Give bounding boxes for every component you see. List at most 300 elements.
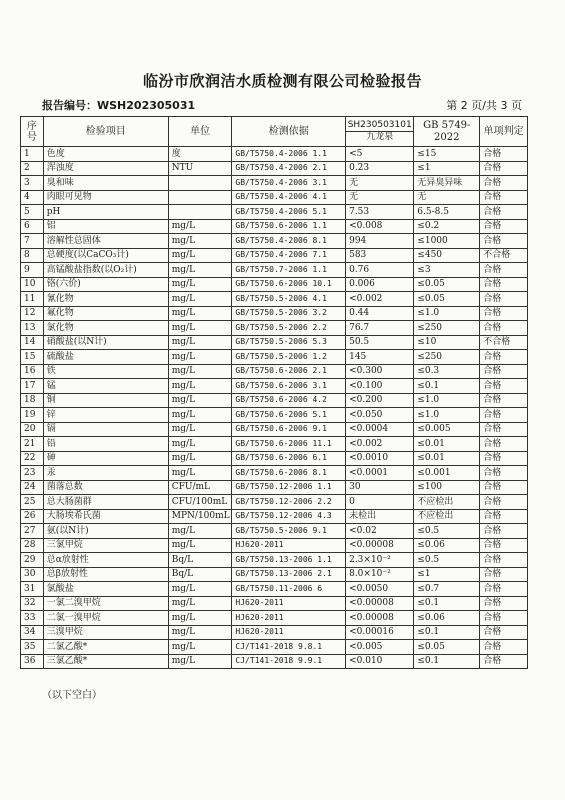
row-unit: mg/L: [168, 219, 232, 234]
row-basis: GB/T5750.4-2006 4.1: [232, 190, 346, 205]
row-no: 34: [21, 625, 44, 640]
row-judge: 合格: [480, 147, 528, 162]
row-result: 8.0×10⁻²: [346, 567, 414, 582]
row-limit: ≤0.1: [414, 654, 480, 669]
row-no: 7: [21, 234, 44, 249]
row-limit: ≤0.1: [414, 625, 480, 640]
row-limit: ≤0.3: [414, 364, 480, 379]
table-row: [21, 640, 528, 655]
row-judge: 合格: [480, 234, 528, 249]
row-limit: ≤100: [414, 480, 480, 495]
table-row: [21, 350, 528, 365]
row-item: 镉: [43, 422, 168, 437]
row-result: <0.0001: [346, 466, 414, 481]
row-limit: ≤450: [414, 248, 480, 263]
row-item: 铅: [43, 437, 168, 452]
row-judge: 合格: [480, 451, 528, 466]
row-limit: ≤10: [414, 335, 480, 350]
row-unit: mg/L: [168, 379, 232, 394]
row-result: <0.0004: [346, 422, 414, 437]
row-limit: ≤0.01: [414, 437, 480, 452]
row-limit: ≤1.0: [414, 393, 480, 408]
row-basis: GB/T5750.6-2006 10.1: [232, 277, 346, 292]
row-unit: mg/L: [168, 306, 232, 321]
row-limit: ≤0.06: [414, 538, 480, 553]
row-limit: ≤0.5: [414, 553, 480, 568]
row-basis: GB/T5750.4-2006 2.1: [232, 161, 346, 176]
row-item: 铜: [43, 393, 168, 408]
row-unit: mg/L: [168, 321, 232, 336]
row-judge: 合格: [480, 350, 528, 365]
row-item: 肉眼可见物: [43, 190, 168, 205]
table-row: [21, 306, 528, 321]
row-unit: mg/L: [168, 451, 232, 466]
row-limit: ≤0.05: [414, 292, 480, 307]
row-result: 未检出: [346, 509, 414, 524]
row-item: 臭和味: [43, 176, 168, 191]
row-unit: mg/L: [168, 524, 232, 539]
table-row: [21, 335, 528, 350]
row-unit: [168, 205, 232, 220]
row-no: 15: [21, 350, 44, 365]
row-no: 32: [21, 596, 44, 611]
row-limit: ≤0.1: [414, 596, 480, 611]
row-no: 31: [21, 582, 44, 597]
header-standard: GB 5749-2022: [414, 117, 480, 147]
row-basis: HJ620-2011: [232, 625, 346, 640]
row-item: 氟化物: [43, 306, 168, 321]
row-result: 30: [346, 480, 414, 495]
row-judge: 合格: [480, 625, 528, 640]
row-item: 氰化物: [43, 292, 168, 307]
row-judge: 合格: [480, 205, 528, 220]
row-result: 994: [346, 234, 414, 249]
row-limit: 不应检出: [414, 495, 480, 510]
row-no: 11: [21, 292, 44, 307]
table-row: [21, 234, 528, 249]
row-basis: GB/T5750.6-2006 9.1: [232, 422, 346, 437]
row-judge: 合格: [480, 176, 528, 191]
sample-code: SH230503101: [347, 120, 412, 130]
table-row: [21, 437, 528, 452]
table-row: [21, 654, 528, 669]
row-unit: mg/L: [168, 437, 232, 452]
sample-name: 九龙泉: [366, 132, 394, 142]
table-row: [21, 147, 528, 162]
row-basis: GB/T5750.4-2006 3.1: [232, 176, 346, 191]
row-no: 5: [21, 205, 44, 220]
row-basis: GB/T5750.5-2006 9.1: [232, 524, 346, 539]
results-table: [20, 116, 528, 669]
row-unit: mg/L: [168, 335, 232, 350]
table-row: [21, 582, 528, 597]
row-no: 28: [21, 538, 44, 553]
table-row: [21, 161, 528, 176]
row-no: 13: [21, 321, 44, 336]
row-item: 总β放射性: [43, 567, 168, 582]
row-limit: ≤1: [414, 161, 480, 176]
row-judge: 合格: [480, 538, 528, 553]
table-row: [21, 219, 528, 234]
row-judge: 合格: [480, 437, 528, 452]
row-unit: mg/L: [168, 422, 232, 437]
row-basis: GB/T5750.6-2006 3.1: [232, 379, 346, 394]
row-basis: GB/T5750.5-2006 3.2: [232, 306, 346, 321]
row-basis: GB/T5750.4-2006 8.1: [232, 234, 346, 249]
row-no: 36: [21, 654, 44, 669]
row-no: 8: [21, 248, 44, 263]
row-item: 总α放射性: [43, 553, 168, 568]
report-number: 报告编号：WSH202305031: [42, 99, 196, 112]
row-no: 16: [21, 364, 44, 379]
row-judge: 合格: [480, 654, 528, 669]
table-row: [21, 611, 528, 626]
row-no: 22: [21, 451, 44, 466]
row-basis: GB/T5750.6-2006 11.1: [232, 437, 346, 452]
row-result: 0.006: [346, 277, 414, 292]
row-item: 大肠埃希氏菌: [43, 509, 168, 524]
row-unit: Bq/L: [168, 553, 232, 568]
row-item: 氯化物: [43, 321, 168, 336]
row-judge: 合格: [480, 524, 528, 539]
row-judge: 合格: [480, 596, 528, 611]
row-judge: 合格: [480, 495, 528, 510]
row-basis: GB/T5750.6-2006 1.1: [232, 219, 346, 234]
row-result: 0.23: [346, 161, 414, 176]
row-item: 一氯二溴甲烷: [43, 596, 168, 611]
row-judge: 合格: [480, 567, 528, 582]
row-item: 三氯甲烷: [43, 538, 168, 553]
row-result: <0.02: [346, 524, 414, 539]
row-unit: mg/L: [168, 234, 232, 249]
row-basis: HJ620-2011: [232, 611, 346, 626]
row-limit: ≤0.06: [414, 611, 480, 626]
row-item: 铝: [43, 219, 168, 234]
row-limit: ≤0.01: [414, 451, 480, 466]
row-judge: 合格: [480, 408, 528, 423]
row-unit: mg/L: [168, 538, 232, 553]
table-row: [21, 451, 528, 466]
row-unit: mg/L: [168, 292, 232, 307]
row-unit: mg/L: [168, 466, 232, 481]
row-result: 0: [346, 495, 414, 510]
row-unit: mg/L: [168, 408, 232, 423]
row-unit: 度: [168, 147, 232, 162]
row-judge: 合格: [480, 321, 528, 336]
row-basis: GB/T5750.6-2006 4.2: [232, 393, 346, 408]
row-no: 1: [21, 147, 44, 162]
row-limit: ≤0.001: [414, 466, 480, 481]
row-judge: 合格: [480, 509, 528, 524]
row-judge: 合格: [480, 219, 528, 234]
header-unit: 单位: [168, 117, 232, 147]
row-unit: mg/L: [168, 625, 232, 640]
table-row: [21, 567, 528, 582]
row-item: 硝酸盐(以N计): [43, 335, 168, 350]
row-basis: HJ620-2011: [232, 596, 346, 611]
end-note: （以下空白）: [42, 690, 102, 701]
row-judge: 不合格: [480, 248, 528, 263]
row-item: 氯酸盐: [43, 582, 168, 597]
row-no: 20: [21, 422, 44, 437]
table-row: [21, 263, 528, 278]
report-title: 临汾市欣润洁水质检测有限公司检验报告: [142, 72, 422, 90]
table-row: [21, 408, 528, 423]
table-row: [21, 248, 528, 263]
row-no: 26: [21, 509, 44, 524]
table-row: [21, 480, 528, 495]
row-result: <0.200: [346, 393, 414, 408]
row-limit: ≤0.5: [414, 524, 480, 539]
row-unit: mg/L: [168, 596, 232, 611]
row-limit: ≤0.05: [414, 640, 480, 655]
row-limit: 6.5-8.5: [414, 205, 480, 220]
row-item: 硫酸盐: [43, 350, 168, 365]
row-no: 12: [21, 306, 44, 321]
row-basis: GB/T5750.4-2006 7.1: [232, 248, 346, 263]
row-unit: mg/L: [168, 611, 232, 626]
row-result: <0.050: [346, 408, 414, 423]
row-basis: GB/T5750.7-2006 1.1: [232, 263, 346, 278]
row-basis: GB/T5750.5-2006 4.1: [232, 292, 346, 307]
row-basis: GB/T5750.11-2006 6: [232, 582, 346, 597]
row-unit: CFU/100mL: [168, 495, 232, 510]
row-result: 2.3×10⁻²: [346, 553, 414, 568]
row-result: 583: [346, 248, 414, 263]
row-basis: GB/T5750.4-2006 5.1: [232, 205, 346, 220]
row-judge: 合格: [480, 190, 528, 205]
row-basis: GB/T5750.6-2006 5.1: [232, 408, 346, 423]
row-item: 高锰酸盐指数(以O₂计): [43, 263, 168, 278]
row-result: 0.44: [346, 306, 414, 321]
row-basis: HJ620-2011: [232, 538, 346, 553]
row-item: 总大肠菌群: [43, 495, 168, 510]
row-no: 18: [21, 393, 44, 408]
row-result: <0.00008: [346, 611, 414, 626]
table-row: [21, 393, 528, 408]
table-row: [21, 321, 528, 336]
row-limit: ≤1000: [414, 234, 480, 249]
row-no: 3: [21, 176, 44, 191]
row-result: <0.005: [346, 640, 414, 655]
row-result: <0.100: [346, 379, 414, 394]
row-item: 溶解性总固体: [43, 234, 168, 249]
row-basis: GB/T5750.5-2006 2.2: [232, 321, 346, 336]
table-row: [21, 292, 528, 307]
row-result: 50.5: [346, 335, 414, 350]
table-row: [21, 277, 528, 292]
row-limit: 不应检出: [414, 509, 480, 524]
row-result: <0.00016: [346, 625, 414, 640]
row-item: 氨(以N计): [43, 524, 168, 539]
row-limit: ≤1: [414, 567, 480, 582]
row-basis: GB/T5750.13-2006 1.1: [232, 553, 346, 568]
row-result: <5: [346, 147, 414, 162]
row-no: 25: [21, 495, 44, 510]
row-result: <0.002: [346, 437, 414, 452]
row-basis: GB/T5750.13-2006 2.1: [232, 567, 346, 582]
row-no: 35: [21, 640, 44, 655]
row-result: 0.76: [346, 263, 414, 278]
row-basis: GB/T5750.12-2006 4.3: [232, 509, 346, 524]
header-item: 检验项目: [43, 117, 168, 147]
row-result: 76.7: [346, 321, 414, 336]
table-row: [21, 625, 528, 640]
row-judge: 合格: [480, 480, 528, 495]
row-result: 无: [346, 190, 414, 205]
table-row: [21, 538, 528, 553]
table-row: [21, 379, 528, 394]
row-unit: Bq/L: [168, 567, 232, 582]
row-item: 色度: [43, 147, 168, 162]
table-row: [21, 509, 528, 524]
row-result: <0.002: [346, 292, 414, 307]
row-item: 锌: [43, 408, 168, 423]
row-judge: 合格: [480, 466, 528, 481]
row-unit: mg/L: [168, 248, 232, 263]
header-no: 序号: [21, 117, 44, 147]
row-judge: 合格: [480, 393, 528, 408]
row-no: 21: [21, 437, 44, 452]
row-limit: ≤15: [414, 147, 480, 162]
row-unit: mg/L: [168, 350, 232, 365]
row-unit: [168, 190, 232, 205]
row-item: 二氯一溴甲烷: [43, 611, 168, 626]
row-judge: 合格: [480, 263, 528, 278]
header-sample: [346, 117, 414, 147]
row-unit: CFU/mL: [168, 480, 232, 495]
row-judge: 合格: [480, 640, 528, 655]
table-row: [21, 495, 528, 510]
row-result: <0.00008: [346, 596, 414, 611]
row-basis: GB/T5750.4-2006 1.1: [232, 147, 346, 162]
row-basis: GB/T5750.6-2006 8.1: [232, 466, 346, 481]
row-item: 菌落总数: [43, 480, 168, 495]
row-no: 33: [21, 611, 44, 626]
row-result: <0.00008: [346, 538, 414, 553]
row-judge: 合格: [480, 292, 528, 307]
row-unit: NTU: [168, 161, 232, 176]
table-header-row: [21, 117, 528, 147]
row-limit: ≤0.2: [414, 219, 480, 234]
table-row: [21, 524, 528, 539]
table-row: [21, 364, 528, 379]
row-limit: ≤3: [414, 263, 480, 278]
row-limit: 无异臭异味: [414, 176, 480, 191]
row-judge: 合格: [480, 161, 528, 176]
row-basis: CJ/T141-2018 9.9.1: [232, 654, 346, 669]
row-judge: 合格: [480, 582, 528, 597]
row-no: 29: [21, 553, 44, 568]
row-unit: mg/L: [168, 364, 232, 379]
header-judge: 单项判定: [480, 117, 528, 147]
row-result: 145: [346, 350, 414, 365]
row-basis: GB/T5750.5-2006 5.3: [232, 335, 346, 350]
row-limit: 无: [414, 190, 480, 205]
row-no: 4: [21, 190, 44, 205]
row-limit: ≤0.1: [414, 379, 480, 394]
row-item: 铬(六价): [43, 277, 168, 292]
row-judge: 不合格: [480, 335, 528, 350]
row-unit: mg/L: [168, 263, 232, 278]
row-judge: 合格: [480, 306, 528, 321]
row-no: 19: [21, 408, 44, 423]
row-limit: ≤250: [414, 350, 480, 365]
row-item: 铁: [43, 364, 168, 379]
row-no: 14: [21, 335, 44, 350]
table-row: [21, 190, 528, 205]
row-no: 23: [21, 466, 44, 481]
row-item: 二氯乙酸*: [43, 640, 168, 655]
table-row: [21, 176, 528, 191]
table-row: [21, 422, 528, 437]
row-judge: 合格: [480, 364, 528, 379]
row-judge: 合格: [480, 422, 528, 437]
row-item: 锰: [43, 379, 168, 394]
row-item: 三氯乙酸*: [43, 654, 168, 669]
row-unit: [168, 176, 232, 191]
row-no: 10: [21, 277, 44, 292]
table-row: [21, 466, 528, 481]
row-item: 汞: [43, 466, 168, 481]
row-limit: ≤250: [414, 321, 480, 336]
row-unit: mg/L: [168, 393, 232, 408]
row-limit: ≤1.0: [414, 306, 480, 321]
row-basis: GB/T5750.12-2006 2.2: [232, 495, 346, 510]
row-basis: GB/T5750.6-2006 6.1: [232, 451, 346, 466]
table-row: [21, 205, 528, 220]
row-item: 三溴甲烷: [43, 625, 168, 640]
row-unit: mg/L: [168, 582, 232, 597]
row-basis: GB/T5750.6-2006 2.1: [232, 364, 346, 379]
row-unit: mg/L: [168, 654, 232, 669]
row-result: <0.300: [346, 364, 414, 379]
row-judge: 合格: [480, 277, 528, 292]
row-result: 7.53: [346, 205, 414, 220]
row-limit: ≤0.05: [414, 277, 480, 292]
row-no: 9: [21, 263, 44, 278]
row-judge: 合格: [480, 553, 528, 568]
row-limit: ≤0.005: [414, 422, 480, 437]
row-no: 24: [21, 480, 44, 495]
row-no: 6: [21, 219, 44, 234]
row-result: <0.010: [346, 654, 414, 669]
row-item: 砷: [43, 451, 168, 466]
row-no: 27: [21, 524, 44, 539]
table-row: [21, 596, 528, 611]
row-limit: ≤1.0: [414, 408, 480, 423]
row-unit: mg/L: [168, 640, 232, 655]
header-basis: 检测依据: [232, 117, 346, 147]
table-row: [21, 553, 528, 568]
row-no: 30: [21, 567, 44, 582]
row-basis: GB/T5750.12-2006 1.1: [232, 480, 346, 495]
row-no: 2: [21, 161, 44, 176]
row-item: 浑浊度: [43, 161, 168, 176]
row-result: <0.0050: [346, 582, 414, 597]
row-unit: MPN/100mL: [168, 509, 232, 524]
row-basis: CJ/T141-2018 9.8.1: [232, 640, 346, 655]
row-judge: 合格: [480, 379, 528, 394]
row-unit: mg/L: [168, 277, 232, 292]
row-result: 无: [346, 176, 414, 191]
row-item: pH: [43, 205, 168, 220]
row-item: 总硬度(以CaCO₃计): [43, 248, 168, 263]
row-result: <0.0010: [346, 451, 414, 466]
row-limit: ≤0.7: [414, 582, 480, 597]
row-basis: GB/T5750.5-2006 1.2: [232, 350, 346, 365]
row-judge: 合格: [480, 611, 528, 626]
